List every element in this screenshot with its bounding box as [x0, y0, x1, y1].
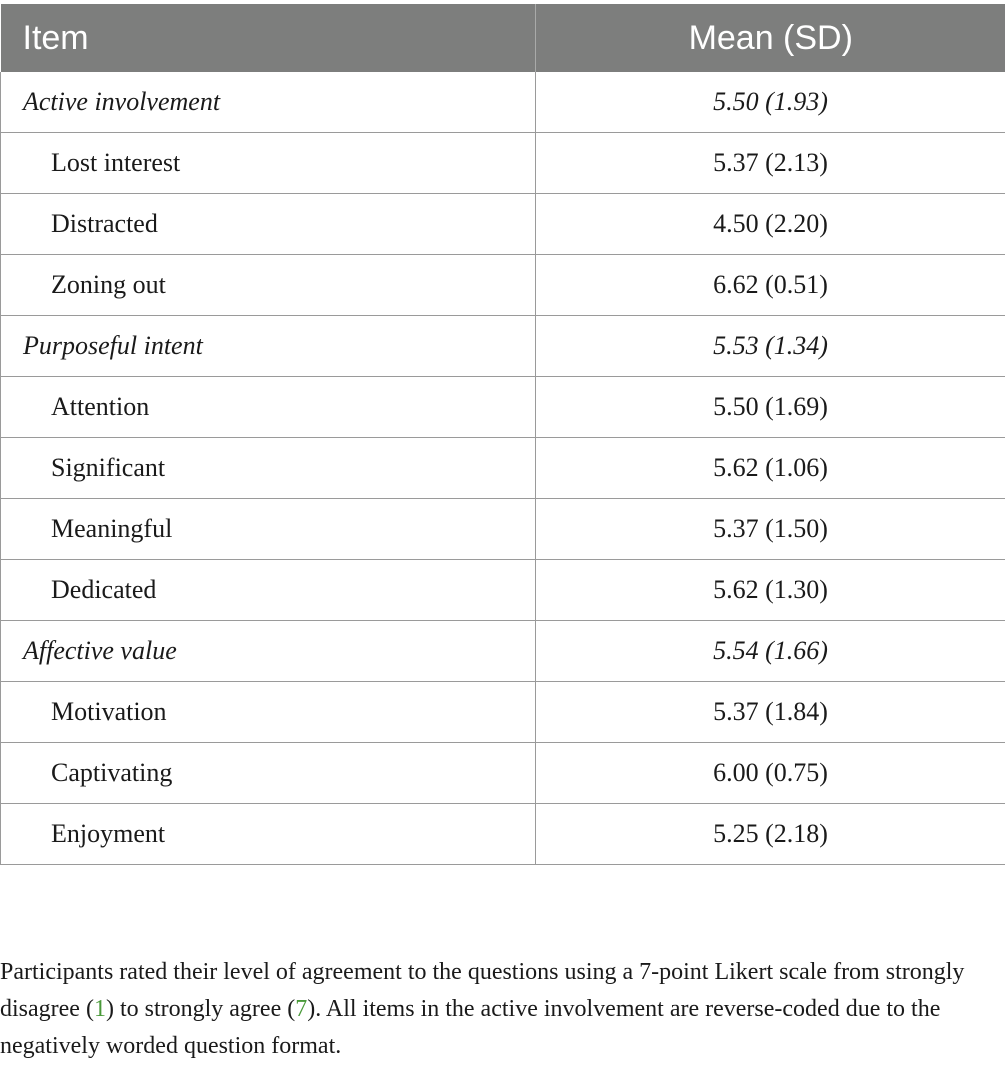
mean-sd-cell: 5.53 (1.34) — [536, 316, 1005, 377]
mean-sd-cell: 5.54 (1.66) — [536, 621, 1005, 682]
footnote-text-part3: ). All items in the active involvement are reverse-coded due to the negatively worded question format. — [0, 996, 940, 1059]
mean-sd-cell: 5.37 (2.13) — [536, 133, 1005, 194]
table-row — [1, 682, 1005, 743]
item-cell: Attention — [1, 377, 536, 438]
mean-sd-cell: 6.00 (0.75) — [536, 743, 1005, 804]
table-row — [1, 438, 1005, 499]
mean-sd-column-header: Mean (SD) — [536, 4, 1005, 72]
mean-sd-cell: 5.37 (1.84) — [536, 682, 1005, 743]
item-cell: Purposeful intent — [1, 316, 536, 377]
item-cell: Enjoyment — [1, 804, 536, 865]
table-row — [1, 804, 1005, 865]
table-row-group-active-involvement — [1, 72, 1005, 133]
mean-sd-cell: 5.62 (1.30) — [536, 560, 1005, 621]
table-row — [1, 377, 1005, 438]
mean-sd-cell: 5.37 (1.50) — [536, 499, 1005, 560]
table-row — [1, 194, 1005, 255]
mean-sd-cell: 5.50 (1.93) — [536, 72, 1005, 133]
mean-sd-cell: 5.62 (1.06) — [536, 438, 1005, 499]
item-cell: Zoning out — [1, 255, 536, 316]
item-cell: Affective value — [1, 621, 536, 682]
table-row — [1, 133, 1005, 194]
item-cell: Active involvement — [1, 72, 536, 133]
table-row-group-purposeful-intent — [1, 316, 1005, 377]
table-row — [1, 560, 1005, 621]
reference-link-1[interactable]: 1 — [94, 996, 106, 1022]
item-cell: Captivating — [1, 743, 536, 804]
results-table-container — [0, 4, 1005, 865]
item-cell: Significant — [1, 438, 536, 499]
item-cell: Distracted — [1, 194, 536, 255]
item-cell: Dedicated — [1, 560, 536, 621]
footnote-text-part2: ) to strongly agree ( — [106, 996, 295, 1022]
item-cell: Meaningful — [1, 499, 536, 560]
item-column-header: Item — [1, 4, 536, 72]
item-cell: Lost interest — [1, 133, 536, 194]
reference-link-7[interactable]: 7 — [295, 996, 307, 1022]
mean-sd-cell: 4.50 (2.20) — [536, 194, 1005, 255]
item-cell: Motivation — [1, 682, 536, 743]
mean-sd-cell: 5.25 (2.18) — [536, 804, 1005, 865]
mean-sd-cell: 5.50 (1.69) — [536, 377, 1005, 438]
table-row — [1, 499, 1005, 560]
table-row-group-affective-value — [1, 621, 1005, 682]
table-header-row — [1, 4, 1005, 72]
mean-sd-cell: 6.62 (0.51) — [536, 255, 1005, 316]
results-table — [0, 4, 1005, 865]
table-row — [1, 743, 1005, 804]
table-footnote — [0, 954, 1000, 1065]
footnote-text-part1: Participants rated their level of agreement to the questions using a 7-point Likert scale from strongly disagree ( — [0, 959, 964, 1022]
table-row — [1, 255, 1005, 316]
